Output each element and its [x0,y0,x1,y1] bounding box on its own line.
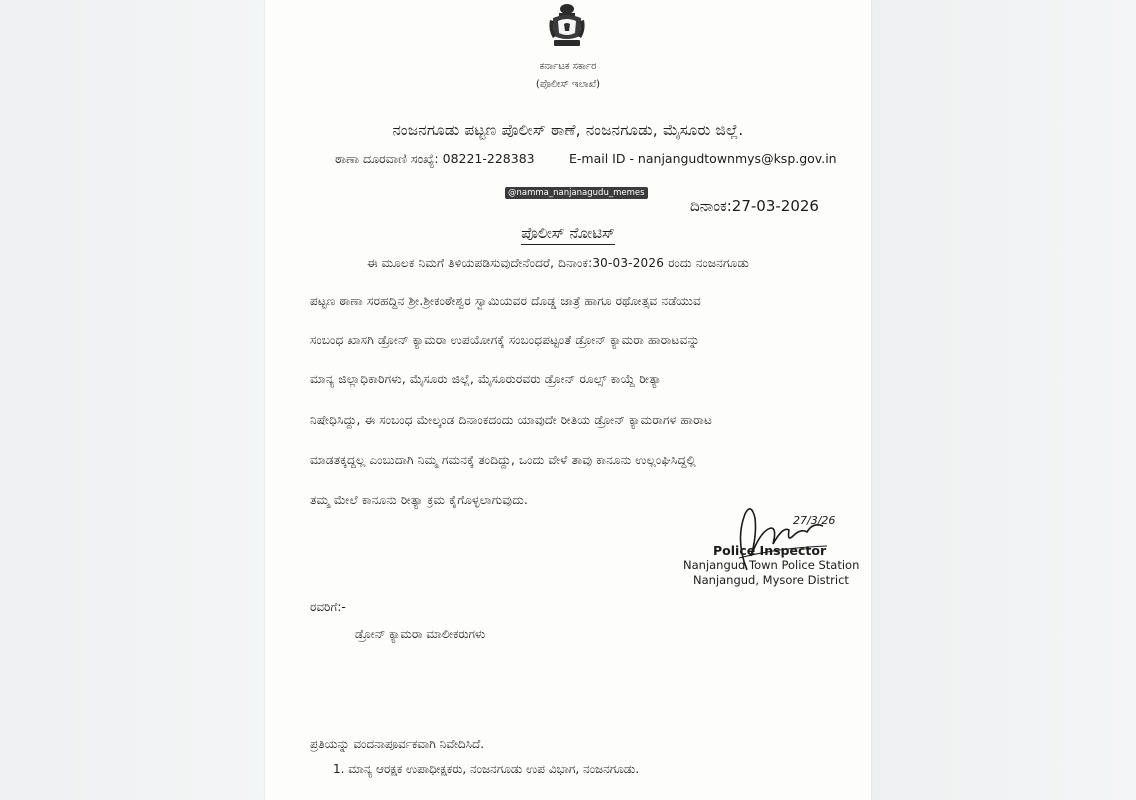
notice-title-text: ಪೊಲೀಸ್ ನೋಟಿಸ್ [521,224,615,245]
left-background [0,0,265,800]
notice-document [265,0,871,800]
body-line: ಸಂಬಂಧ ಖಾಸಗಿ ಡ್ರೋನ್ ಕ್ಯಾಮರಾ ಉಪಯೋಗಕ್ಕೆ ಸಂಬಂಧಪಟ್ಟಂತೆ ಡ್ರೋನ್ ಕ್ಯಾಮರಾ ಹಾರಾಟವನ್ನು [310,333,700,347]
notice-date: ದಿನಾಂಕ:27-03-2026 [690,197,819,215]
signatory-district: Nanjangud, Mysore District [693,573,849,587]
copy-label: ಪ್ರತಿಯನ್ನು ವಂದನಾಪೂರ್ವಕವಾಗಿ ನಿವೇದಿಸಿದೆ. [310,737,485,751]
signatory-station: Nanjangud Town Police Station [683,558,860,572]
karnataka-state-emblem-icon [547,2,587,48]
body-line: ಮಾಡತಕ್ಕದ್ದಲ್ಲ ಎಂಬುದಾಗಿ ನಿಮ್ಮ ಗಮನಕ್ಕೆ ತಂದಿದ್ದು, ಒಂದು ವೇಳೆ ತಾವು ಕಾನೂನು ಉಲ್ಲಂಘಿಸಿದ್ದಲ್ಲಿ [310,453,696,467]
recipients-to: ಡ್ರೋನ್ ಕ್ಯಾಮರಾ ಮಾಲೀಕರುಗಳು [355,627,486,641]
body-line: ಮಾನ್ಯ ಜಿಲ್ಲಾಧಿಕಾರಿಗಳು, ಮೈಸೂರು ಜಿಲ್ಲೆ, ಮೈಸೂರುರವರು ಡ್ರೋನ್ ರೂಲ್ಸ್ ಕಾಯ್ದೆ ರೀತ್ಯಾ [310,372,662,386]
recipients-label: ರವರಿಗೆ:- [310,600,346,614]
station-address: ನಂಜನಗೂಡು ಪಟ್ಟಣ ಪೊಲೀಸ್ ಠಾಣೆ, ನಂಜನಗೂಡು, ಮೈಸೂರು ಜಿಲ್ಲೆ. [392,121,744,139]
signature-mark: 27/3/26 [793,514,836,527]
copy-item: 1. ಮಾನ್ಯ ಆರಕ್ಷಕ ಉಪಾಧೀಕ್ಷಕರು, ನಂಜನಗೂಡು ಉಪ ವಿಭಾಗ, ನಂಜನಗೂಡು. [333,762,640,776]
watermark-handle: @namma_nanjanagudu_memes [505,187,648,199]
body-line: ಪಟ್ಟಣ ಠಾಣಾ ಸರಹದ್ದಿನ ಶ್ರೀ.ಶ್ರೀಕಂಠೇಶ್ವರ ಸ್ವಾಮಿಯವರ ದೊಡ್ಡ ಜಾತ್ರೆ ಹಾಗೂ ರಥೋತ್ಸವ ನಡೆಯುವ [310,294,701,308]
signatory-title: Police Inspector [713,543,827,558]
right-background [871,0,1136,800]
government-label: ಕರ್ನಾಟಕ ಸರ್ಕಾರ [539,61,597,72]
body-line: ತಮ್ಮ ಮೇಲೆ ಕಾನೂನು ರೀತ್ಯಾ ಕ್ರಮ ಕೈಗೊಳ್ಳಲಾಗುವುದು. [310,493,528,507]
department-label: (ಪೊಲೀಸ್ ಇಲಾಖೆ) [535,79,601,90]
notice-title [265,224,871,242]
station-email: E-mail ID - nanjangudtownmys@ksp.gov.in [569,151,837,166]
station-phone: ಠಾಣಾ ದೂರವಾಣಿ ಸಂಖ್ಯೆ: 08221-228383 [335,151,535,166]
body-line: ನಿಷೇಧಿಸಿದ್ದು, ಈ ಸಂಬಂಧ ಮೇಲ್ಕಂಡ ದಿನಾಂಕದಂದು ಯಾವುದೇ ರೀತಿಯ ಡ್ರೋನ್ ಕ್ಯಾಮರಾಗಳ ಹಾರಾಟ [310,413,712,427]
body-line: ಈ ಮೂಲಕ ನಿಮಗೆ ತಿಳಿಯಪಡಿಸುವುದೇನೆಂದರೆ, ದಿನಾಂಕ:30-03-2026 ರಂದು ನಂಜನಗೂಡು [367,256,750,270]
